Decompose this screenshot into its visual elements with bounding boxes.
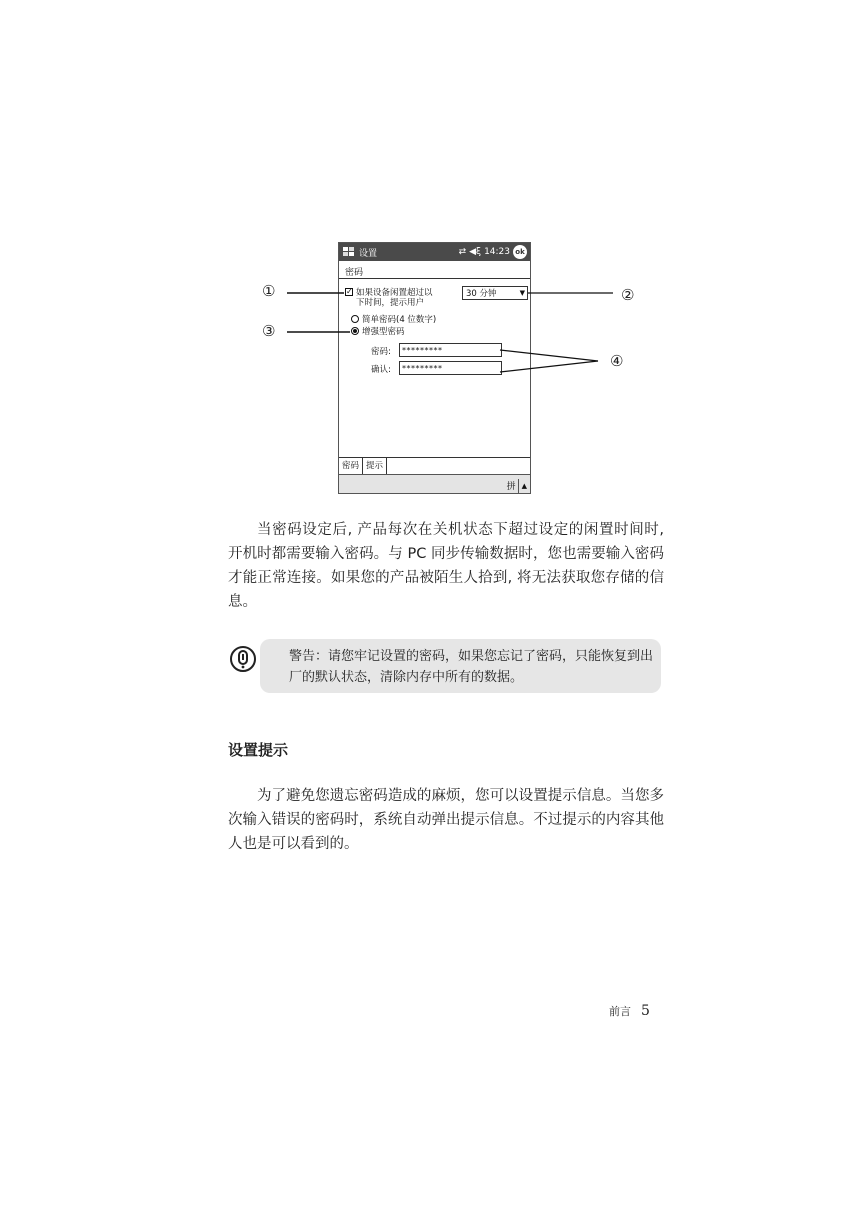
page-footer <box>609 1003 650 1019</box>
status-area <box>459 245 530 259</box>
tab-hint[interactable]: 提示 <box>363 458 387 474</box>
warning-icon <box>229 645 257 673</box>
paragraph-password-intro: 当密码设定后, 产品每次在关机状态下超过设定的闲置时间时, 开机时都需要输入密码。与 PC 同步传输数据时，您也需要输入密码才能正常连接。如果您的产品被陌生人拾到, 将无法获取您存储的信息。 <box>228 522 664 610</box>
app-title: 设置 <box>359 248 378 259</box>
input-method-button[interactable]: 拼 <box>506 482 516 492</box>
warning-box <box>260 639 661 693</box>
windows-start-icon[interactable] <box>342 246 356 258</box>
lock-label-line2: 下时间，提示用户 <box>356 298 425 308</box>
tab-password[interactable]: 密码 <box>339 458 363 474</box>
password-label: 密码: <box>371 347 391 357</box>
tab-strip <box>339 457 530 474</box>
device-screenshot <box>338 242 531 494</box>
radio-simple[interactable] <box>351 315 359 323</box>
lock-label-line1: 如果设备闲置超过以 <box>356 288 433 298</box>
page-number: 5 <box>641 1003 650 1019</box>
input-panel-toggle[interactable]: ▲ <box>518 479 530 493</box>
radio-strong-option[interactable] <box>351 327 405 337</box>
lock-checkbox[interactable]: ✓ <box>346 287 353 296</box>
callout-2: ② <box>621 286 635 304</box>
sync-icon[interactable]: ⇄ <box>458 247 467 257</box>
radio-simple-label: 简单密码(4 位数字) <box>362 315 437 325</box>
lock-label <box>356 288 433 308</box>
callout-1: ① <box>262 282 276 300</box>
password-input[interactable]: ********* <box>399 343 502 357</box>
clock[interactable]: 14:23 <box>484 247 510 257</box>
heading-divider <box>339 278 530 279</box>
section-title: 设置提示 <box>228 741 289 759</box>
title-bar <box>339 243 530 261</box>
confirm-input[interactable]: ********* <box>399 361 502 375</box>
page-heading: 密码 <box>345 268 364 278</box>
lock-option[interactable] <box>345 288 433 308</box>
warning-text: 警告：请您牢记设置的密码，如果您忘记了密码，只能恢复到出厂的默认状态，清除内存中所有的数据。 <box>289 649 654 685</box>
confirm-label: 确认: <box>371 365 391 375</box>
timeout-select[interactable] <box>462 286 528 300</box>
callout-4: ④ <box>610 352 624 370</box>
radio-strong-label: 增强型密码 <box>362 327 405 337</box>
callout-3: ③ <box>262 322 276 340</box>
footer-label: 前言 <box>609 1005 631 1018</box>
speaker-icon[interactable]: ◀ξ <box>469 247 482 257</box>
chevron-down-icon: ▼ <box>519 289 525 297</box>
paragraph-hint: 为了避免您遗忘密码造成的麻烦，您可以设置提示信息。当您多次输入错误的密码时，系统自动弹出提示信息。不过提示的内容其他人也是可以看到的。 <box>228 788 664 852</box>
radio-simple-option[interactable] <box>351 315 436 325</box>
radio-strong[interactable] <box>351 327 359 335</box>
command-bar <box>339 474 530 494</box>
timeout-value: 30 分钟 <box>466 289 497 299</box>
ok-button[interactable]: ok <box>513 245 527 259</box>
